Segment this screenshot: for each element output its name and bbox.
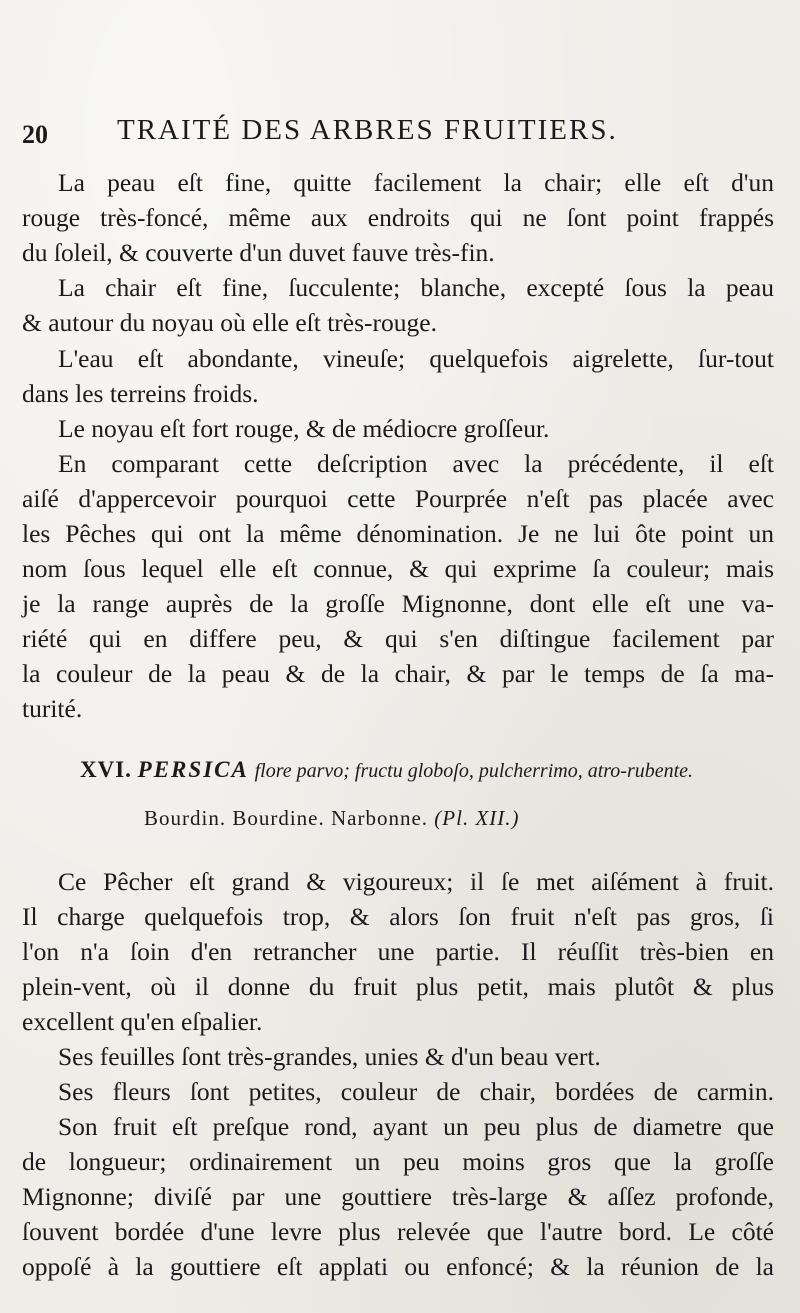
text-line: Mignonne; diviſé par une gouttiere très-large & aſſez profonde, bbox=[22, 1182, 774, 1211]
entry-heading bbox=[80, 753, 780, 788]
text-line: aiſé d'appercevoir pourquoi cette Pourprée n'eſt pas placée avec bbox=[22, 484, 774, 513]
text-line: turité. bbox=[22, 694, 83, 723]
entry-plate-reference: (Pl. XII.) bbox=[434, 806, 520, 830]
text-line: ſouvent bordée d'une levre plus relevée que l'autre bord. Le côté bbox=[22, 1217, 774, 1246]
text-line: Ce Pêcher eſt grand & vigoureux; il ſe met aiſément à fruit. bbox=[58, 867, 774, 896]
text-line: rouge très-foncé, même aux endroits qui ne ſont point frappés bbox=[22, 203, 774, 232]
text-line: oppoſé à la gouttiere eſt applati ou enfoncé; & la réunion de la bbox=[22, 1252, 774, 1281]
entry-genus: PERSICA bbox=[137, 757, 249, 782]
text-line: La chair eſt fine, ſucculente; blanche, excepté ſous la peau bbox=[58, 273, 774, 302]
text-line: plein-vent, où il donne du fruit plus petit, mais plutôt & plus bbox=[22, 972, 774, 1001]
text-line: Ses feuilles ſont très-grandes, unies & d'un beau vert. bbox=[58, 1042, 601, 1071]
page-number: 20 bbox=[22, 120, 48, 149]
text-line: les Pêches qui ont la même dénomination. Je ne lui ôte point un bbox=[22, 519, 774, 548]
text-line: En comparant cette deſcription avec la précédente, il eſt bbox=[58, 449, 774, 478]
text-line: du ſoleil, & couverte d'un duvet fauve très-fin. bbox=[22, 238, 495, 267]
text-line: Le noyau eſt fort rouge, & de médiocre groſſeur. bbox=[58, 414, 550, 443]
text-line: nom ſous lequel elle eſt connue, & qui exprime ſa couleur; mais bbox=[22, 554, 774, 583]
text-line: La peau eſt fine, quitte facilement la chair; elle eſt d'un bbox=[58, 168, 774, 197]
page-header bbox=[22, 112, 782, 152]
entry-common-names: Bourdin. Bourdine. Narbonne. bbox=[144, 806, 429, 830]
entry-latin-description: flore parvo; fructu globoſo, pulcherrimo, atro-rubente. bbox=[254, 760, 694, 782]
text-line: de longueur; ordinairement un peu moins gros que la groſſe bbox=[22, 1147, 774, 1176]
text-line: je la range auprès de la groſſe Mignonne, dont elle eſt une va- bbox=[22, 589, 774, 618]
running-title: TRAITÉ DES ARBRES FRUITIERS. bbox=[117, 114, 618, 146]
text-line: & autour du noyau où elle eſt très-rouge. bbox=[22, 308, 437, 337]
text-line: riété qui en differe peu, & qui s'en diſtingue facilement par bbox=[22, 624, 774, 653]
text-line: Il charge quelquefois trop, & alors ſon fruit n'eſt pas gros, ſi bbox=[22, 902, 774, 931]
text-line: Ses fleurs ſont petites, couleur de chair, bordées de carmin. bbox=[58, 1077, 774, 1106]
text-line: excellent qu'en eſpalier. bbox=[22, 1007, 263, 1036]
entry-number: XVI. bbox=[80, 757, 132, 782]
text-line: la couleur de la peau & de la chair, & par le temps de ſa ma- bbox=[22, 659, 774, 688]
entry-names bbox=[144, 801, 764, 835]
text-line: Son fruit eſt preſque rond, ayant un peu plus de diametre que bbox=[58, 1112, 774, 1141]
text-line: l'on n'a ſoin d'en retrancher une partie. Il réuſſit très-bien en bbox=[22, 937, 774, 966]
text-line: dans les terreins froids. bbox=[22, 379, 259, 408]
text-line: L'eau eſt abondante, vineuſe; quelquefois aigrelette, ſur-tout bbox=[58, 344, 774, 373]
